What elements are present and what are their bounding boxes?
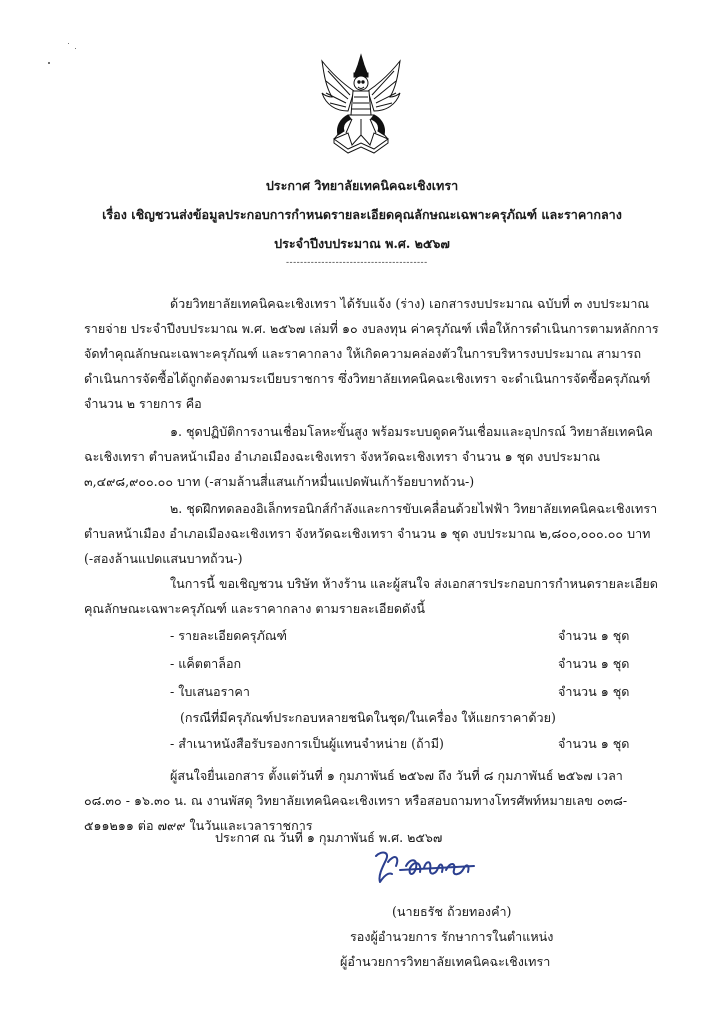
intro-line: ด้วยวิทยาลัยเทคนิคฉะเชิงเทรา ได้รับแจ้ง (ร่าง) เอกสารงบประมาณ ฉบับที่ ๓ งบประมาณ (170, 296, 650, 311)
document-note: (กรณีที่มีครุภัณฑ์ประกอบหลายชนิดในชุด/ในเครื่อง ให้แยกราคาด้วย) (180, 710, 556, 725)
intro-line: ดำเนินการจัดซื้อได้ถูกต้องตามระเบียบราชการ ซึ่งวิทยาลัยเทคนิคฉะเชิงเทรา จะดำเนินการจัดซื้อครุภัณฑ์ (84, 371, 651, 386)
item1-line: ๑. ชุดปฏิบัติการงานเชื่อมโลหะขั้นสูง พร้อมระบบดูดควันเชื่อมและอุปกรณ์ วิทยาลัยเทคนิค (170, 424, 653, 439)
scan-speck (75, 48, 76, 49)
intro-line: รายจ่าย ประจำปีงบประมาณ พ.ศ. ๒๕๖๗ เล่มที่ ๑๐ งบลงทุน ค่าครุภัณฑ์ เพื่อให้การดำเนินการตามหลักการ (84, 321, 659, 336)
item2-line: ๒. ชุดฝึกทดลองอิเล็กทรอนิกส์กำลังและการขับเคลื่อนด้วยไฟฟ้า วิทยาลัยเทคนิคฉะเชิงเทรา (170, 501, 658, 516)
scan-speck (48, 62, 50, 64)
document-qty: จำนวน ๑ ชุด (558, 628, 630, 643)
item2-line: ตำบลหน้าเมือง อำเภอเมืองฉะเชิงเทรา จังหวัดฉะเชิงเทรา จำนวน ๑ ชุด งบประมาณ ๒,๘๐๐,๐๐๐.๐๐ บาท (84, 526, 651, 541)
fiscal-year: ประจำปีงบประมาณ พ.ศ. ๒๕๖๗ (274, 236, 450, 251)
item1-line: ๓,๔๙๘,๙๐๐.๐๐ บาท (-สามล้านสี่แสนเก้าหมื่นแปดพันเก้าร้อยบาทถ้วน-) (84, 474, 475, 489)
item2-line: (-สองล้านแปดแสนบาทถ้วน-) (84, 551, 243, 566)
document-qty: จำนวน ๑ ชุด (558, 736, 630, 751)
intro-line: จัดทำคุณลักษณะเฉพาะครุภัณฑ์ และราคากลาง ให้เกิดความคล่องตัวในการบริหารงบประมาณ สามารถ (84, 346, 642, 361)
signer-name: (นายธรัช ถ้วยทองคำ) (392, 904, 512, 919)
invite-line: ในการนี้ ขอเชิญชวน บริษัท ห้างร้าน และผู้สนใจ ส่งเอกสารประกอบการกำหนดรายละเอียด (170, 576, 658, 591)
scan-speck (68, 43, 69, 44)
invite-line: คุณลักษณะเฉพาะครุภัณฑ์ และราคากลาง ตามรายละเอียดดังนี้ (84, 601, 425, 616)
handwritten-signature (370, 846, 480, 886)
announcement-title: ประกาศ วิทยาลัยเทคนิคฉะเชิงเทรา (265, 178, 459, 193)
divider: ---------------------------------------- (286, 258, 428, 268)
submission-line: ๐๘.๓๐ - ๑๖.๓๐ น. ณ งานพัสดุ วิทยาลัยเทคนิคฉะเชิงเทรา หรือสอบถามทางโทรศัพท์หมายเลข ๐๓๘- (84, 793, 628, 808)
document-qty: จำนวน ๑ ชุด (558, 656, 630, 671)
document-label: - รายละเอียดครุภัณฑ์ (170, 628, 288, 643)
item1-line: ฉะเชิงเทรา ตำบลหน้าเมือง อำเภอเมืองฉะเชิงเทรา จังหวัดฉะเชิงเทรา จำนวน ๑ ชุด งบประมาณ (84, 449, 601, 464)
submission-line: ๕๑๑๒๑๑ ต่อ ๗๙๙ ในวันและเวลาราชการ (84, 818, 313, 833)
announcement-date: ประกาศ ณ วันที่ ๑ กุมภาพันธ์ พ.ศ. ๒๕๖๗ (215, 830, 443, 845)
announcement-subject: เรื่อง เชิญชวนส่งข้อมูลประกอบการกำหนดรายละเอียดคุณลักษณะเฉพาะครุภัณฑ์ และราคากลาง (102, 207, 622, 222)
submission-line: ผู้สนใจยื่นเอกสาร ตั้งแต่วันที่ ๑ กุมภาพันธ์ ๒๕๖๗ ถึง วันที่ ๘ กุมภาพันธ์ ๒๕๖๗ เวลา (170, 768, 623, 783)
document-qty: จำนวน ๑ ชุด (558, 684, 630, 699)
intro-line: จำนวน ๒ รายการ คือ (84, 396, 202, 411)
signer-position: รองผู้อำนวยการ รักษาการในตำแหน่ง (350, 929, 554, 944)
signer-organization: ผู้อำนวยการวิทยาลัยเทคนิคฉะเชิงเทรา (340, 954, 551, 969)
document-label: - แค็ตตาล็อก (170, 656, 242, 671)
document-label: - สำเนาหนังสือรับรองการเป็นผู้แทนจำหน่าย (ถ้ามี) (170, 736, 444, 751)
document-label: - ใบเสนอราคา (170, 684, 250, 699)
garuda-emblem-icon (318, 53, 404, 157)
